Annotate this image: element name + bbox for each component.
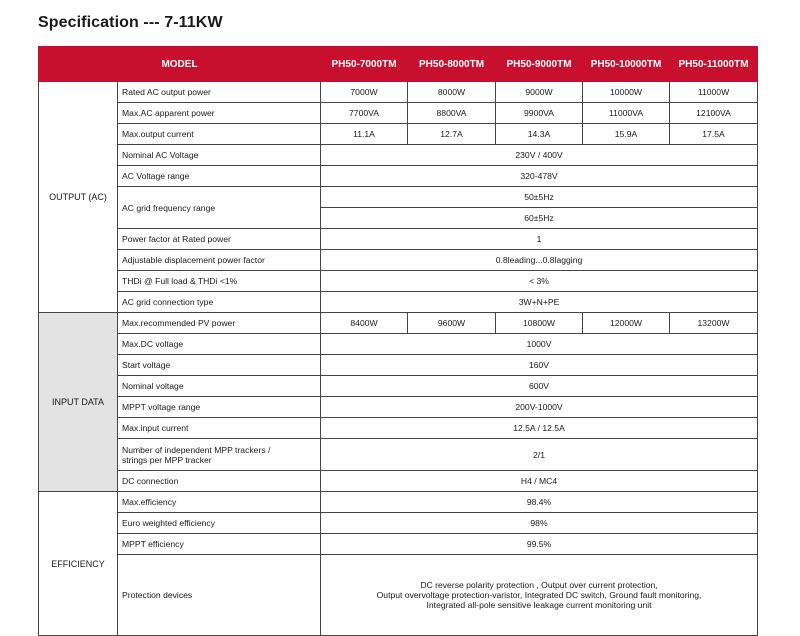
cell-value: 1 [321,229,758,250]
model-column-4: PH50-10000TM [583,47,670,82]
cell-value: 200V-1000V [321,397,758,418]
table-row [39,439,758,471]
row-label: Nominal AC Voltage [118,145,321,166]
cell-value: 3W+N+PE [321,292,758,313]
cell-value: H4 / MC4 [321,471,758,492]
row-label: MPPT efficiency [118,534,321,555]
row-label: DC connection [118,471,321,492]
protection-line: Output overvoltage protection-varistor, Integrated DC switch, Ground fault monitoring, [376,590,702,600]
cell-value [321,555,758,636]
row-label: AC Voltage range [118,166,321,187]
cell-value: 14.3A [496,124,583,145]
table-row [39,334,758,355]
cell-value: 320-478V [321,166,758,187]
table-row [39,103,758,124]
row-label: Power factor at Rated power [118,229,321,250]
cell-value: 9000W [496,82,583,103]
row-label: Max.input current [118,418,321,439]
row-label: Start voltage [118,355,321,376]
cell-value: 10800W [496,313,583,334]
protection-line: DC reverse polarity protection , Output over current protection, [420,580,658,590]
cell-value: 8800VA [408,103,496,124]
cell-value: 1000V [321,334,758,355]
model-column-1: PH50-7000TM [321,47,408,82]
cell-value: 8400W [321,313,408,334]
cell-value: 9900VA [496,103,583,124]
row-label: Adjustable displacement power factor [118,250,321,271]
cell-value: 98.4% [321,492,758,513]
table-row [39,397,758,418]
cell-value: 98% [321,513,758,534]
row-label: AC grid connection type [118,292,321,313]
cell-value: 600V [321,376,758,397]
page-title: Specification --- 7-11KW [38,14,223,31]
cell-value: 11.1A [321,124,408,145]
specification-table [38,46,758,636]
row-label: Max.DC voltage [118,334,321,355]
cell-value: 60±5Hz [321,208,758,229]
cell-value: 50±5Hz [321,187,758,208]
cell-value: 8000W [408,82,496,103]
section-efficiency: EFFICIENCY [39,492,118,636]
row-label: Protection devices [118,555,321,636]
row-label: Nominal voltage [118,376,321,397]
cell-value: 99.5% [321,534,758,555]
cell-value: 230V / 400V [321,145,758,166]
cell-value: 15.9A [583,124,670,145]
row-label: Euro weighted efficiency [118,513,321,534]
cell-value: 7700VA [321,103,408,124]
table-row [39,555,758,636]
cell-value: 11000W [670,82,758,103]
cell-value: 11000VA [583,103,670,124]
table-row [39,166,758,187]
row-label: MPPT voltage range [118,397,321,418]
table-row [39,492,758,513]
table-row [39,313,758,334]
table-row [39,471,758,492]
row-label: Rated AC output power [118,82,321,103]
section-output-ac: OUTPUT (AC) [39,82,118,313]
row-label: THDi @ Full load & THDi <1% [118,271,321,292]
cell-value: 12100VA [670,103,758,124]
cell-value: 13200W [670,313,758,334]
cell-value: 12.7A [408,124,496,145]
protection-line: Integrated all-pole sensitive leakage current monitoring unit [426,600,652,610]
table-row [39,355,758,376]
table-row [39,271,758,292]
cell-value: 2/1 [321,439,758,471]
model-column-5: PH50-11000TM [670,47,758,82]
cell-value: 0.8leading...0.8lagging [321,250,758,271]
table-row [39,82,758,103]
row-label: Max.efficiency [118,492,321,513]
header-row [39,47,758,82]
row-label: Max.AC apparent power [118,103,321,124]
model-header: MODEL [39,47,321,82]
row-label-line: strings per MPP tracker [122,454,212,465]
table-row [39,145,758,166]
cell-value: 12000W [583,313,670,334]
table-row [39,376,758,397]
table-row [39,124,758,145]
table-row [39,513,758,534]
cell-value: 10000W [583,82,670,103]
row-label: Max.recommended PV power [118,313,321,334]
cell-value: 12.5A / 12.5A [321,418,758,439]
cell-value: 9600W [408,313,496,334]
table-row [39,534,758,555]
row-label: AC grid frequency range [118,187,321,229]
row-label-line: Number of independent MPP trackers / [122,444,271,455]
cell-value: 160V [321,355,758,376]
cell-value: 17.5A [670,124,758,145]
section-input-data: INPUT DATA [39,313,118,492]
cell-value: < 3% [321,271,758,292]
model-column-3: PH50-9000TM [496,47,583,82]
table-row [39,187,758,208]
table-row [39,229,758,250]
table-row [39,418,758,439]
row-label: Max.output current [118,124,321,145]
model-column-2: PH50-8000TM [408,47,496,82]
table-row [39,292,758,313]
cell-value: 7000W [321,82,408,103]
row-label [118,439,321,471]
table-row [39,250,758,271]
